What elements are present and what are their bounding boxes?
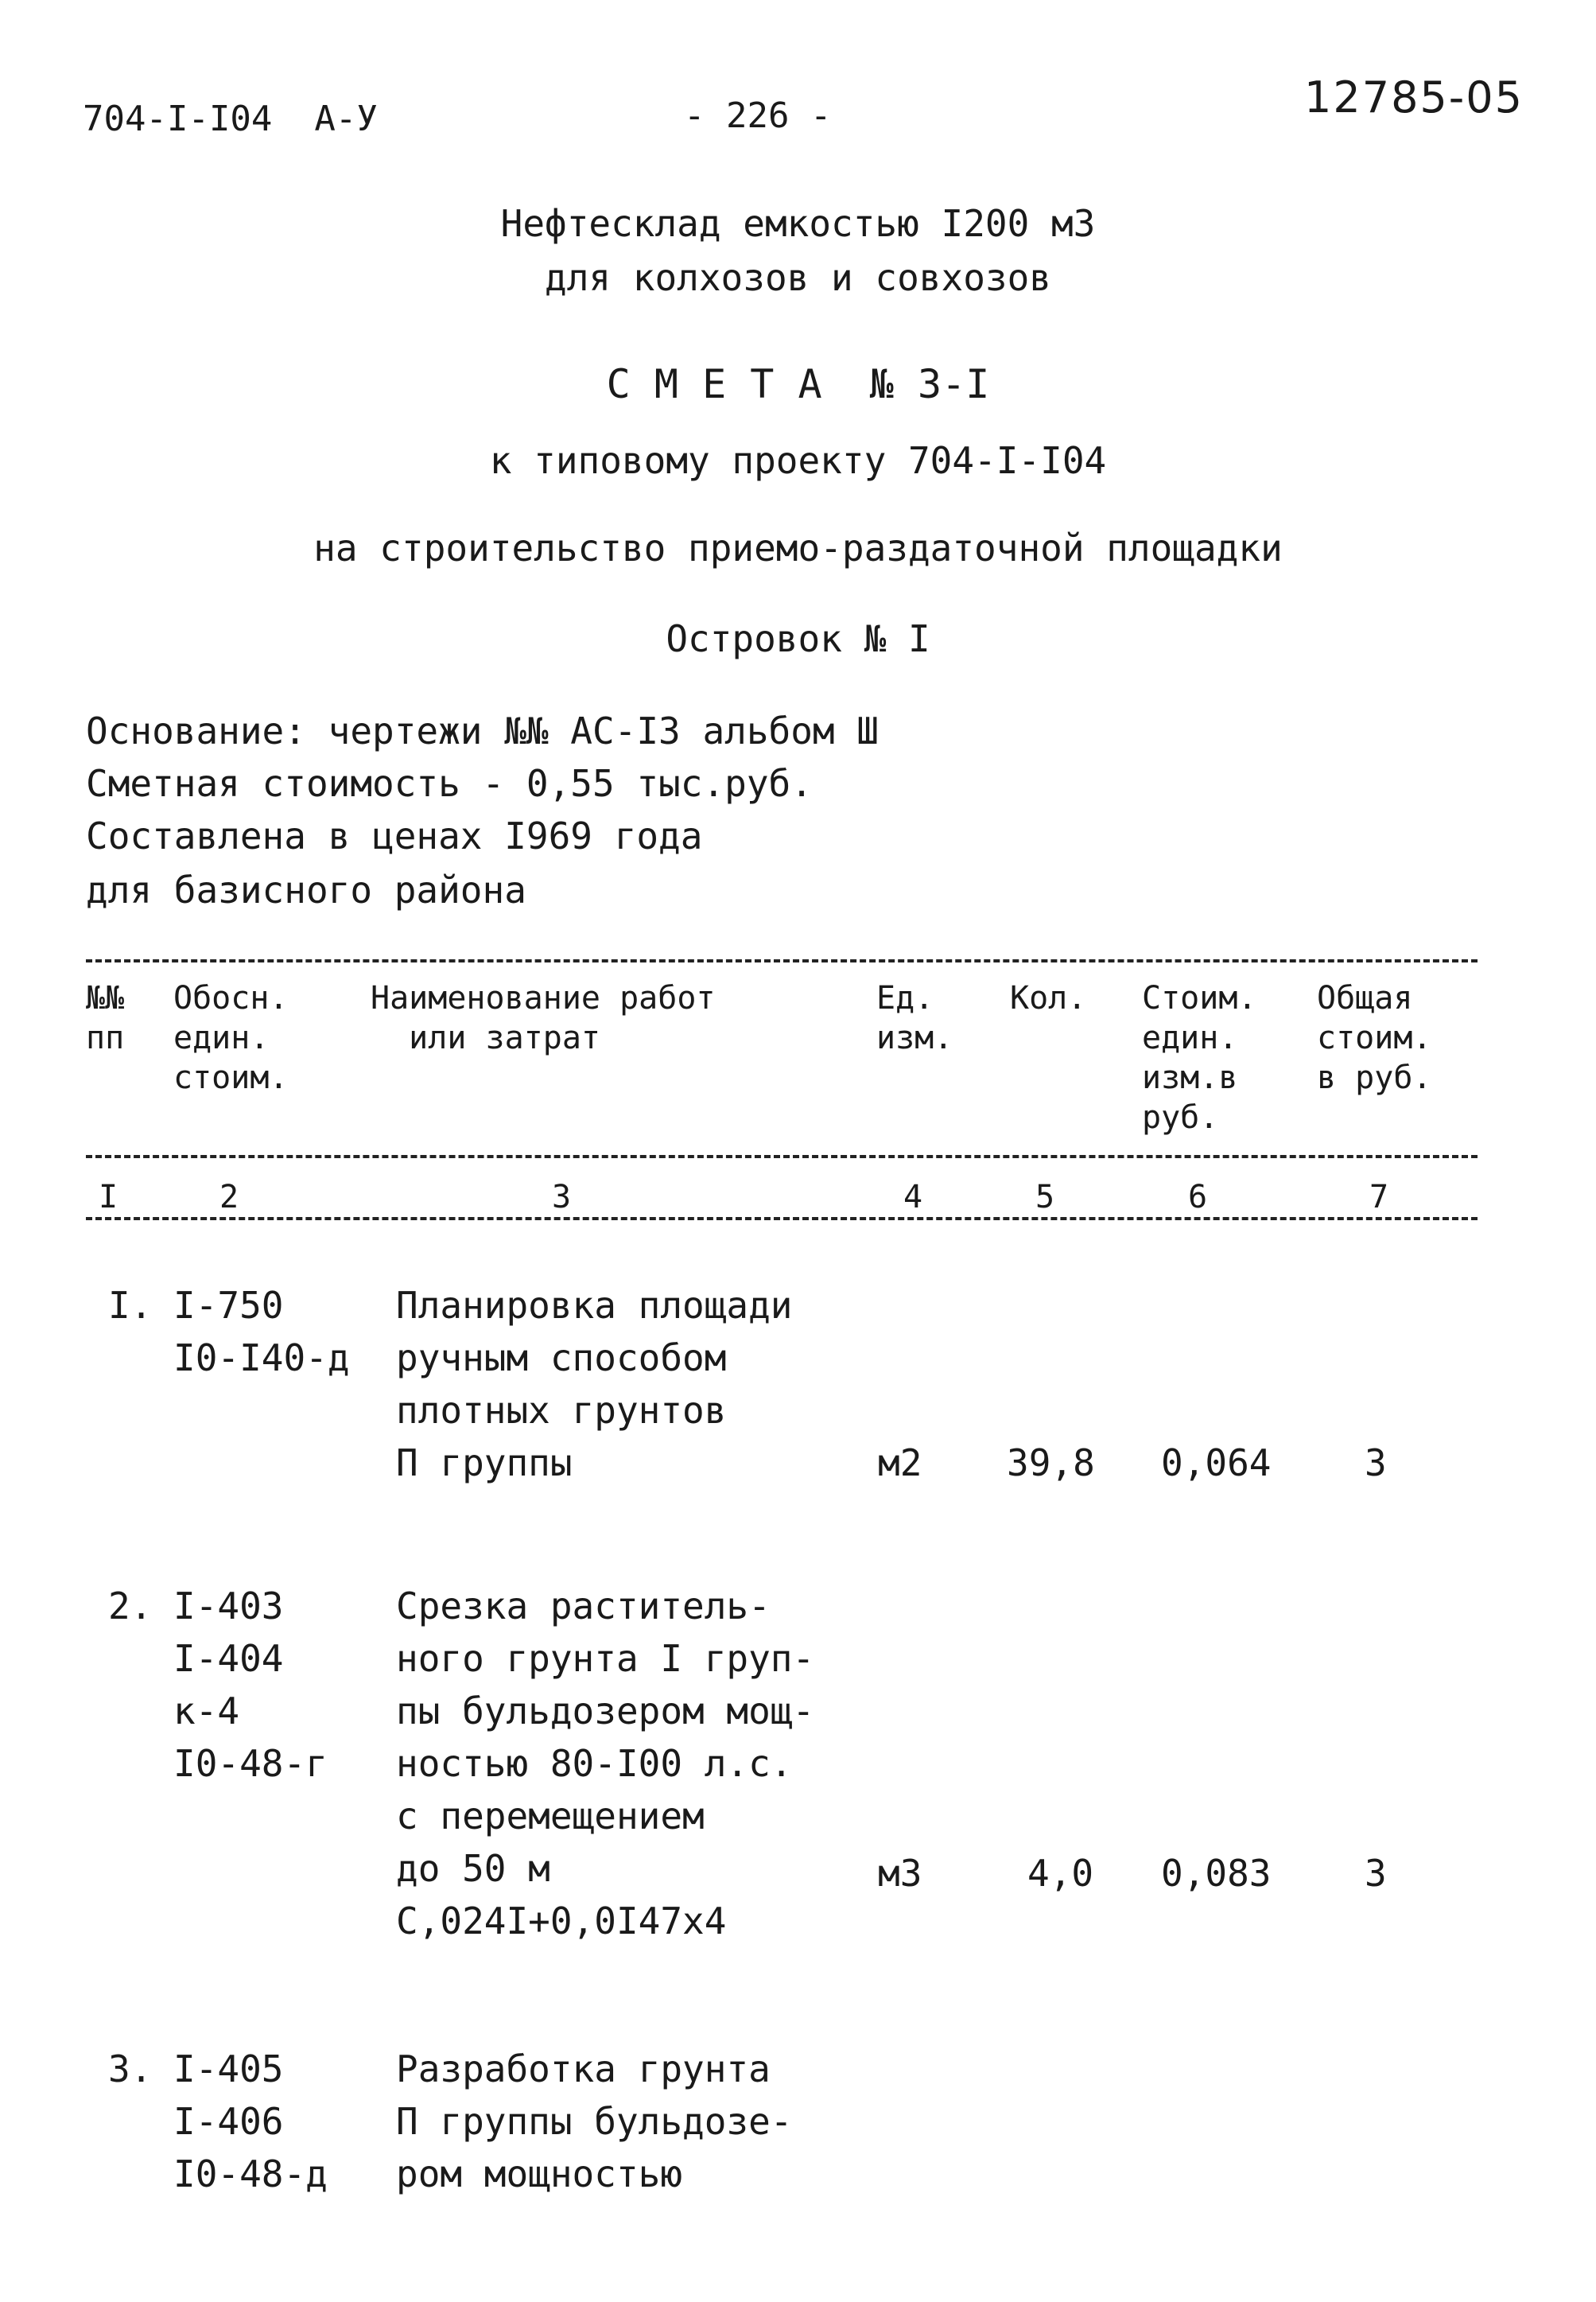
col-number-5: 5 — [1035, 1179, 1055, 1215]
row-name: Разработка грунта П группы бульдозе- ром мощностью — [396, 2047, 793, 2195]
header-total: Общая стоим. в руб. — [1317, 980, 1432, 1096]
title-line-1: Нефтесклад емкостью I200 м3 — [500, 202, 1096, 245]
basis-line-2: Сметная стоимость - 0,55 тыс.руб. — [86, 762, 813, 805]
header-qty: Кол. — [1010, 980, 1087, 1017]
row-unit-cost: 0,083 — [1161, 1852, 1272, 1895]
island-line: Островок № I — [666, 617, 930, 660]
title-line-2: для колхозов и совхозов — [545, 256, 1051, 299]
col-number-4: 4 — [903, 1179, 923, 1215]
header-unit-cost: Стоим. един. изм.в руб. — [1142, 980, 1257, 1136]
row-basis: I-403 I-404 к-4 I0-48-г — [173, 1585, 328, 1785]
purpose-line: на строительство приемо-раздаточной площадки — [313, 527, 1283, 570]
row-name: Планировка площади ручным способом плотных грунтов П группы — [396, 1284, 793, 1484]
row-number: 2. — [108, 1585, 153, 1627]
col-number-2: 2 — [219, 1179, 239, 1215]
row-total: 3 — [1365, 1441, 1387, 1484]
row-total: 3 — [1365, 1852, 1387, 1895]
col-number-7: 7 — [1369, 1179, 1389, 1215]
col-number-1: I — [99, 1179, 118, 1215]
project-line: к типовому проекту 704-I-I04 — [489, 439, 1107, 482]
header-basis: Обосн. един. стоим. — [173, 980, 289, 1096]
basis-line-1: Основание: чертежи №№ АС-I3 альбом Ш — [86, 710, 879, 752]
row-qty: 39,8 — [1007, 1441, 1095, 1484]
row-name: Срезка раститель- ного грунта I груп- пы бульдозером мощ- ностью 80-I00 л.с. с перемещением до 50 м С,024I+0,0I47х4 — [396, 1585, 815, 1942]
row-basis: I-750 I0-I40-д — [173, 1284, 350, 1379]
col-number-3: 3 — [552, 1179, 572, 1215]
row-unit-cost: 0,064 — [1161, 1441, 1272, 1484]
header-unit: Ед. изм. — [876, 980, 953, 1056]
basis-line-3: Составлена в ценах I969 года — [86, 815, 703, 857]
table-top-rule — [86, 959, 1478, 962]
smeta-title: С М Е Т А № 3-I — [606, 361, 990, 407]
row-qty: 4,0 — [1027, 1852, 1094, 1895]
row-number: 3. — [108, 2047, 153, 2090]
page-number: - 226 - — [684, 95, 832, 136]
basis-line-4: для базисного района — [86, 869, 526, 912]
row-unit: м2 — [878, 1441, 922, 1484]
row-number: I. — [108, 1284, 153, 1327]
column-numbers-rule — [86, 1217, 1478, 1220]
row-unit: м3 — [878, 1852, 922, 1895]
document-number: 12785-05 — [1304, 72, 1524, 122]
code-left: 704-I-I04 А-У — [83, 99, 378, 139]
header-name: Наименование работ или затрат — [371, 980, 716, 1056]
header-bottom-rule — [86, 1155, 1478, 1158]
col-number-6: 6 — [1188, 1179, 1208, 1215]
header-num: №№ пп — [86, 980, 125, 1056]
row-basis: I-405 I-406 I0-48-д — [173, 2047, 328, 2195]
